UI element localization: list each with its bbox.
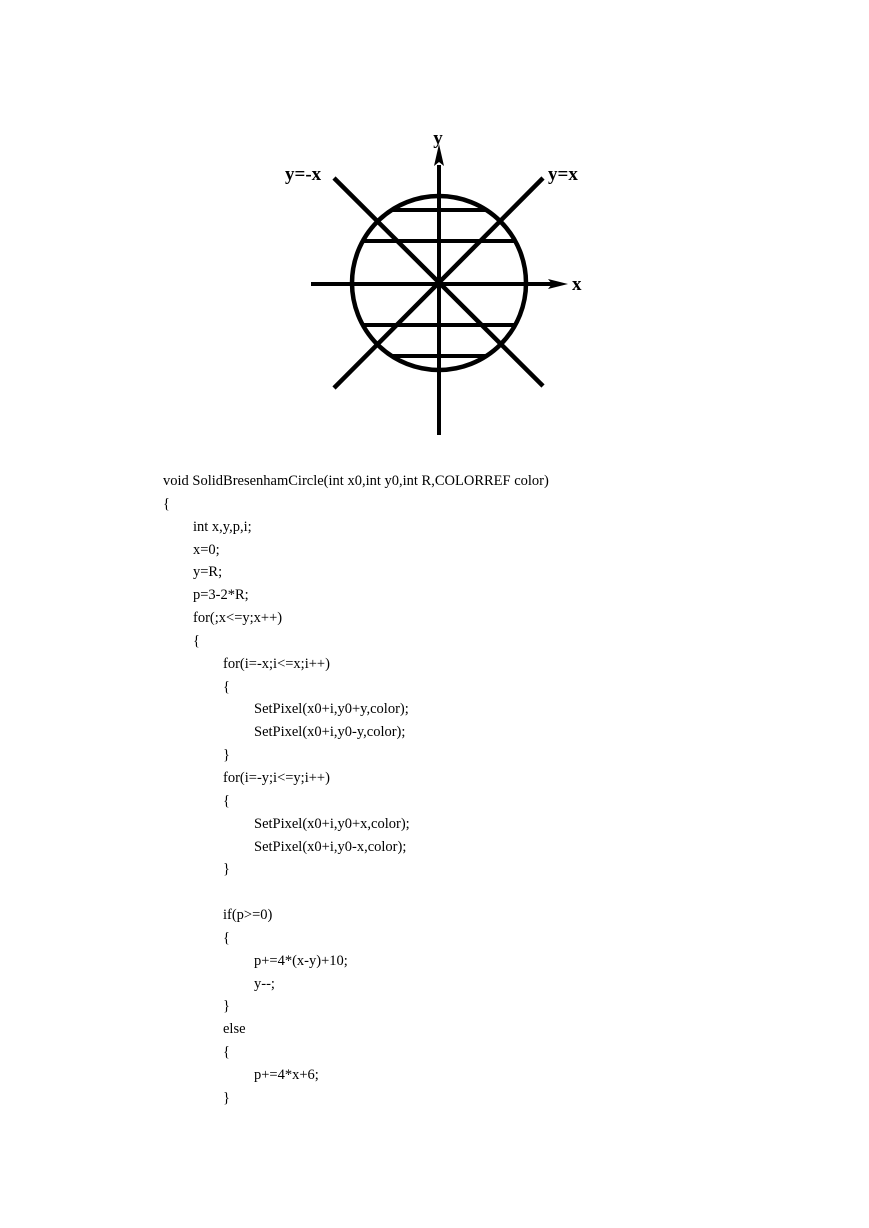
code-line: p+=4*(x-y)+10; <box>254 952 348 969</box>
code-line: p+=4*x+6; <box>254 1066 319 1083</box>
code-line: p=3-2*R; <box>193 587 249 604</box>
code-line-blank <box>163 881 549 904</box>
code-line: x=0; <box>193 541 220 558</box>
code-line: } <box>223 1089 230 1106</box>
code-line: } <box>223 998 230 1015</box>
code-line: else <box>223 1021 246 1038</box>
code-line: SetPixel(x0+i,y0-y,color); <box>254 724 406 741</box>
code-line: for(i=-x;i<=x;i++) <box>223 655 330 672</box>
code-line: SetPixel(x0+i,y0-x,color); <box>254 838 407 855</box>
code-line: { <box>223 792 230 809</box>
code-line: SetPixel(x0+i,y0+x,color); <box>254 815 410 832</box>
code-line: { <box>223 678 230 695</box>
code-line: int x,y,p,i; <box>193 518 252 535</box>
code-line: { <box>163 495 170 512</box>
code-line: y=R; <box>193 564 223 581</box>
code-listing <box>163 470 549 1110</box>
code-line: SetPixel(x0+i,y0+y,color); <box>254 701 409 718</box>
y-axis-label: y <box>433 128 443 149</box>
code-line: for(i=-y;i<=y;i++) <box>223 769 330 786</box>
code-line: { <box>193 632 200 649</box>
diagonal-y-eq-neg-x-label: y=-x <box>285 164 322 185</box>
x-axis-label: x <box>572 274 582 295</box>
code-line: } <box>223 861 230 878</box>
code-line: y--; <box>254 975 275 992</box>
code-line: void SolidBresenhamCircle(int x0,int y0,int R,COLORREF color) <box>163 473 549 489</box>
code-line: } <box>223 747 230 764</box>
code-line: for(;x<=y;x++) <box>193 610 283 627</box>
code-line: { <box>223 1044 230 1061</box>
diagonal-y-eq-x-label: y=x <box>548 164 578 185</box>
circle-scanline-diagram <box>0 0 869 450</box>
code-line: if(p>=0) <box>223 907 273 924</box>
code-line: { <box>223 929 230 946</box>
